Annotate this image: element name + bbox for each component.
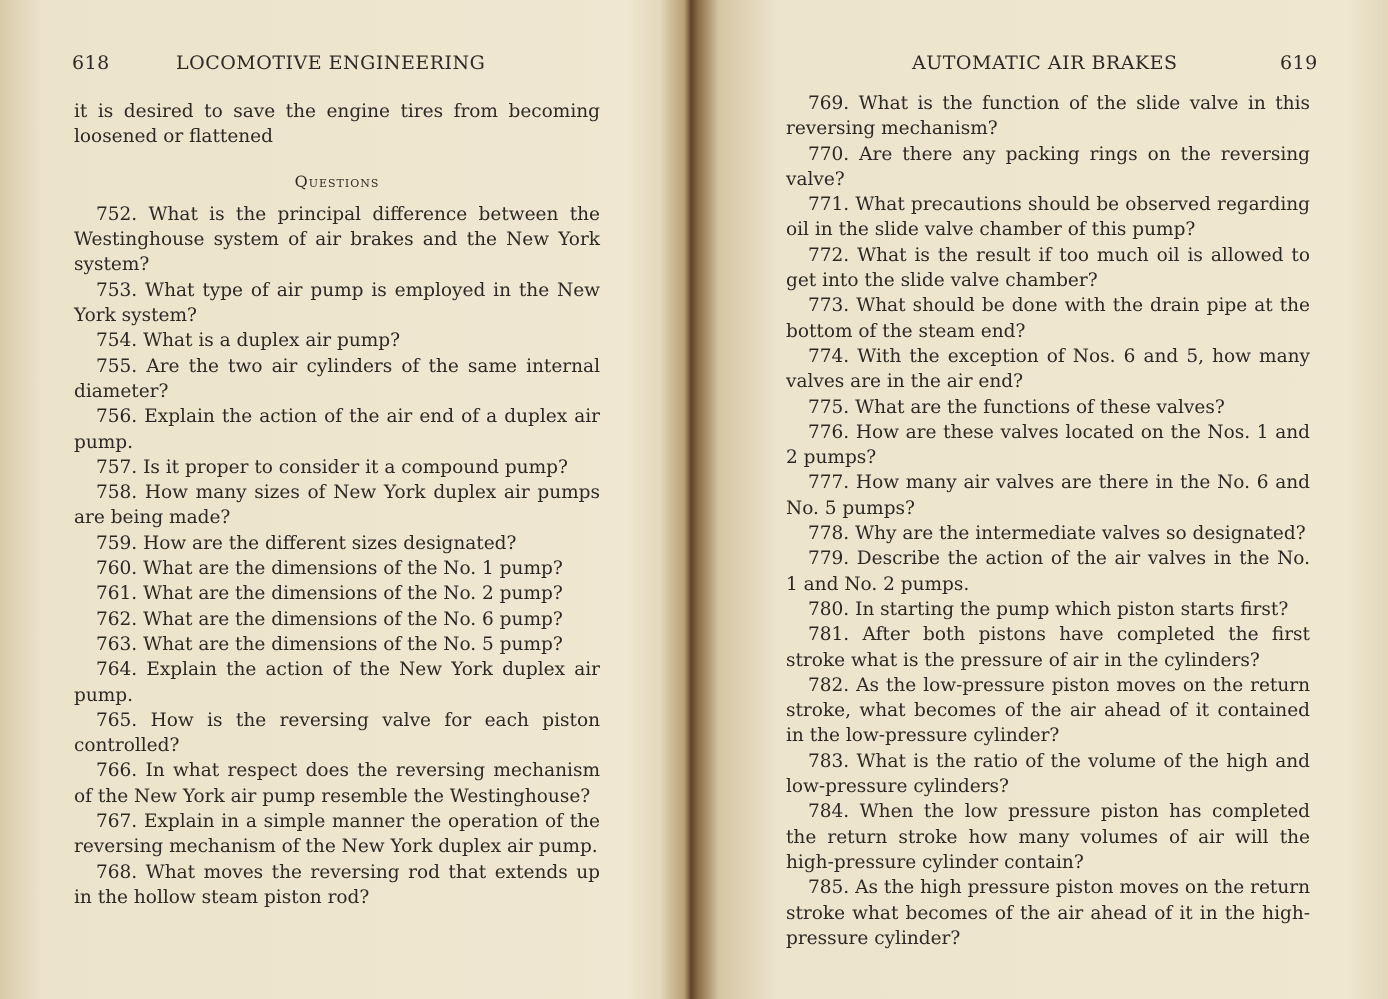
question-753: 753. What type of air pump is employed in the New York system? [74,279,600,327]
question-762: 762. What are the dimensions of the No. 6 pump? [96,608,563,630]
question-784: 784. When the low pressure piston has completed the return stroke how many volumes of air will the high-pressure cylinder contain? [786,801,1310,873]
question-765: 765. How is the reversing valve for each piston controlled? [74,709,600,757]
question-782: 782. As the low-pressure piston moves on the return stroke, what becomes of the air ahead of it contained in the low-pressure cylinder? [786,674,1310,747]
question-760: 760. What are the dimensions of the No. 1 pump? [96,558,563,580]
question-766: 766. In what respect does the reversing mechanism of the New York air pump resemble the Westinghouse? [74,760,600,807]
question-774: 774. With the exception of Nos. 6 and 5, how many valves are in the air end? [786,345,1310,393]
question-773: 773. What should be done with the drain pipe at the bottom of the steam end? [786,295,1310,342]
question-781: 781. After both pistons have completed the first stroke what is the pressure of air in the cylinders? [786,624,1310,671]
question-778: 778. Why are the intermediate valves so designated? [808,523,1306,545]
right-page [700,0,1388,999]
question-780: 780. In starting the pump which piston starts first? [808,598,1289,620]
question-755: 755. Are the two air cylinders of the same internal diameter? [74,355,600,402]
left-text-block [74,99,600,910]
left-running-head: LOCOMOTIVE ENGINEERING [176,52,486,74]
section-heading: Questions [294,171,380,191]
question-756: 756. Explain the action of the air end of a duplex air pump. [74,406,600,453]
question-761: 761. What are the dimensions of the No. 2 pump? [96,583,563,605]
question-772: 772. What is the result if too much oil is allowed to get into the slide valve chamber? [786,244,1310,292]
question-783: 783. What is the ratio of the volume of the high and low-pressure cylinders? [786,750,1310,798]
question-768: 768. What moves the reversing rod that extends up in the hollow steam piston rod? [74,861,600,908]
question-771: 771. What precautions should be observed regarding oil in the slide valve chamber of this pump? [786,194,1310,241]
right-running-head: AUTOMATIC AIR BRAKES [912,52,1178,74]
question-769: 769. What is the function of the slide valve in this reversing mechanism? [786,93,1310,140]
right-page-number: 619 [1280,52,1318,74]
question-777: 777. How many air valves are there in the No. 6 and No. 5 pumps? [786,472,1310,519]
question-758: 758. How many sizes of New York duplex air pumps are being made? [74,482,600,529]
continuation-text: it is desired to save the engine tires from becoming loosened or flattened [74,101,600,148]
question-764: 764. Explain the action of the New York duplex air pump. [74,659,600,706]
question-754: 754. What is a duplex air pump? [96,330,401,352]
question-776: 776. How are these valves located on the Nos. 1 and 2 pumps? [786,421,1310,469]
question-779: 779. Describe the action of the air valves in the No. 1 and No. 2 pumps. [786,548,1310,595]
question-775: 775. What are the functions of these valves? [808,396,1225,418]
question-759: 759. How are the different sizes designated? [96,532,517,554]
question-785: 785. As the high pressure piston moves on the return stroke what becomes of the air ahead of it in the high-pressure cylinder? [786,877,1310,949]
left-page [0,0,690,999]
question-752: 752. What is the principal difference between the Westinghouse system of air brakes and the New York system? [74,203,600,276]
question-767: 767. Explain in a simple manner the operation of the reversing mechanism of the New York duplex air pump. [74,811,600,858]
question-770: 770. Are there any packing rings on the reversing valve? [786,143,1310,190]
right-text-block [786,91,1310,951]
question-757: 757. Is it proper to consider it a compound pump? [96,456,568,478]
left-page-number: 618 [72,52,110,74]
question-763: 763. What are the dimensions of the No. 5 pump? [96,633,563,655]
